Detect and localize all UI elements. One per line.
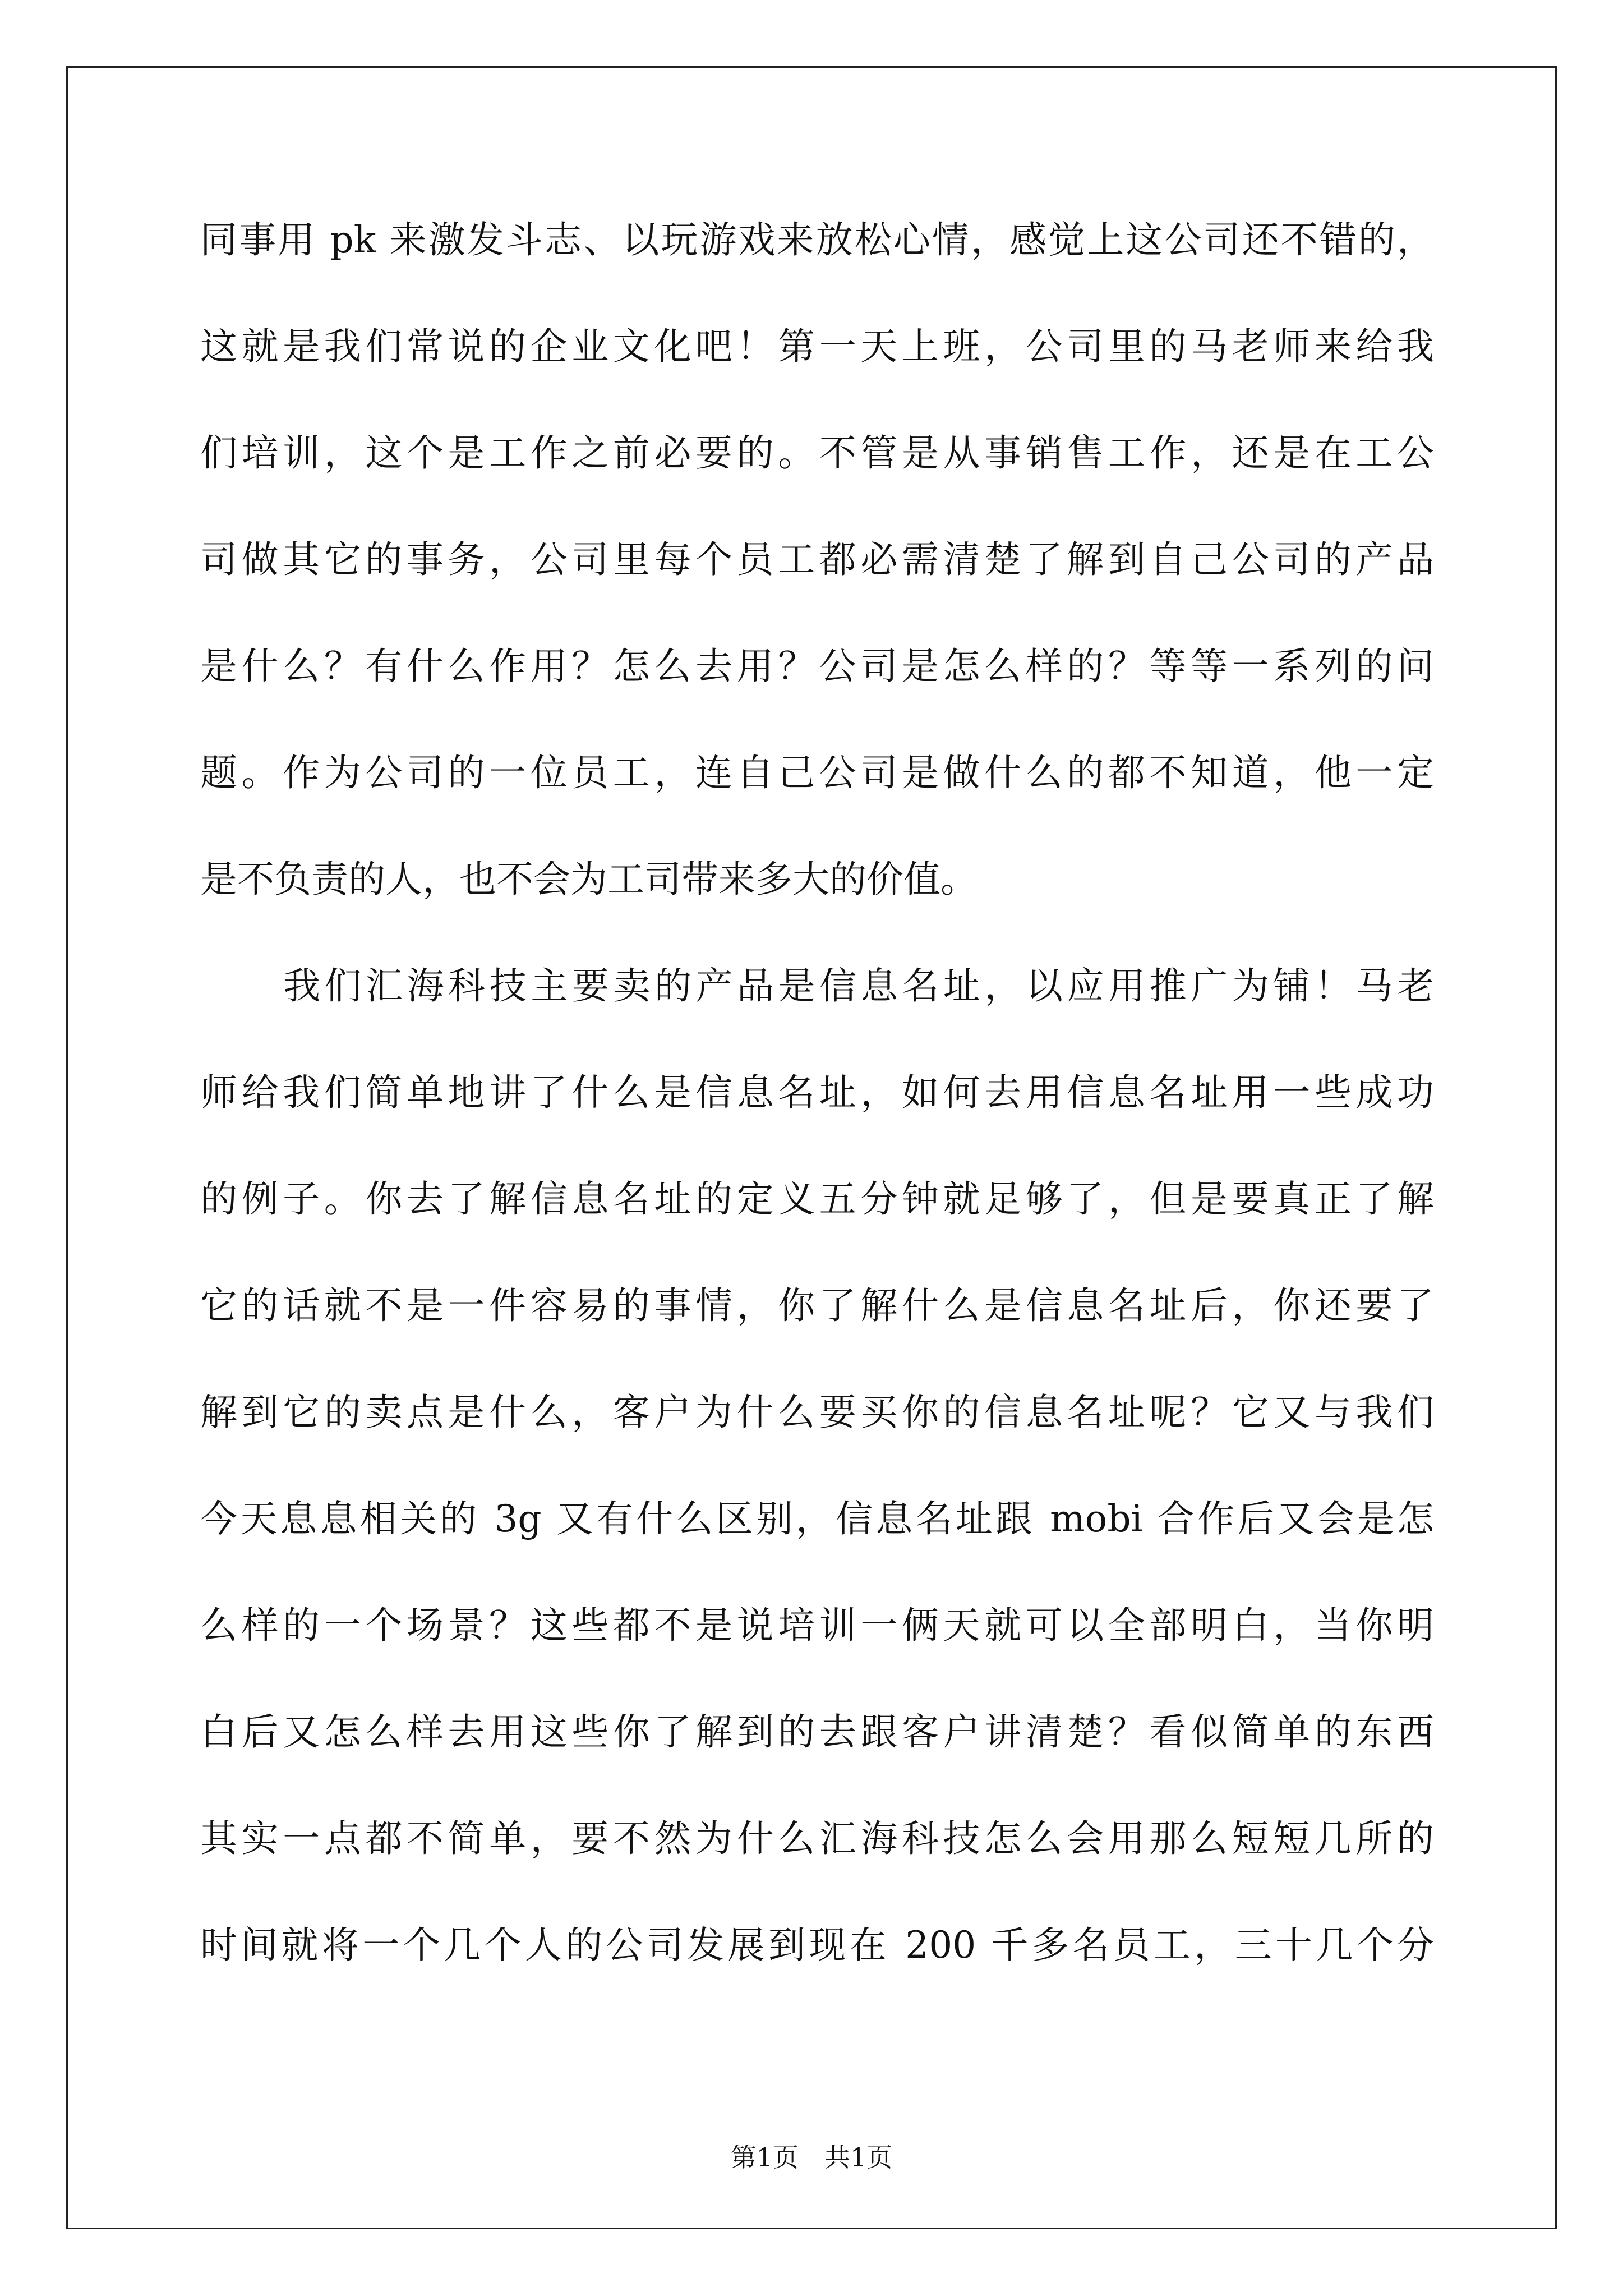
text-line: 这就是我们常说的企业文化吧！第一天上班，公司里的马老师来给我 — [200, 325, 1434, 368]
paragraph-first-line: 我们汇海科技主要卖的产品是信息名址，以应用推广为铺！马老 — [283, 964, 1434, 1007]
text-line: 们培训，这个是工作之前必要的。不管是从事销售工作，还是在工公 — [200, 431, 1434, 475]
text-line: 时间就将一个几个人的公司发展到现在 200 千多名员工，三十几个分 — [200, 1924, 1434, 1967]
text-line: 其实一点都不简单，要不然为什么汇海科技怎么会用那么短短几所的 — [200, 1817, 1434, 1860]
document-body — [200, 212, 1434, 2024]
text-line: 是不负责的人，也不会为工司带来多大的价值。 — [200, 858, 978, 901]
text-line: 它的话就不是一件容易的事情，你了解什么是信息名址后，你还要了 — [200, 1284, 1434, 1327]
text-line: 的例子。你去了解信息名址的定义五分钟就足够了，但是要真正了解 — [200, 1177, 1434, 1221]
text-line: 司做其它的事务，公司里每个员工都必需清楚了解到自己公司的产品 — [200, 538, 1434, 581]
page-footer: 第1页 共1页 — [730, 2142, 893, 2173]
text-line: 白后又怎么样去用这些你了解到的去跟客户讲清楚？看似简单的东西 — [200, 1710, 1434, 1754]
text-line: 今天息息相关的 3g 又有什么区别，信息名址跟 mobi 合作后又会是怎 — [200, 1497, 1434, 1540]
text-line: 师给我们简单地讲了什么是信息名址，如何去用信息名址用一些成功 — [200, 1071, 1434, 1114]
text-line: 么样的一个场景？这些都不是说培训一俩天就可以全部明白，当你明 — [200, 1604, 1434, 1647]
text-line: 是什么？有什么作用？怎么去用？公司是怎么样的？等等一系列的问 — [200, 645, 1434, 688]
text-line: 解到它的卖点是什么，客户为什么要买你的信息名址呢？它又与我们 — [200, 1391, 1434, 1434]
text-line: 题。作为公司的一位员工，连自己公司是做什么的都不知道，他一定 — [200, 751, 1434, 794]
text-line: 同事用 pk 来激发斗志、以玩游戏来放松心情，感觉上这公司还不错的， — [200, 218, 1434, 261]
